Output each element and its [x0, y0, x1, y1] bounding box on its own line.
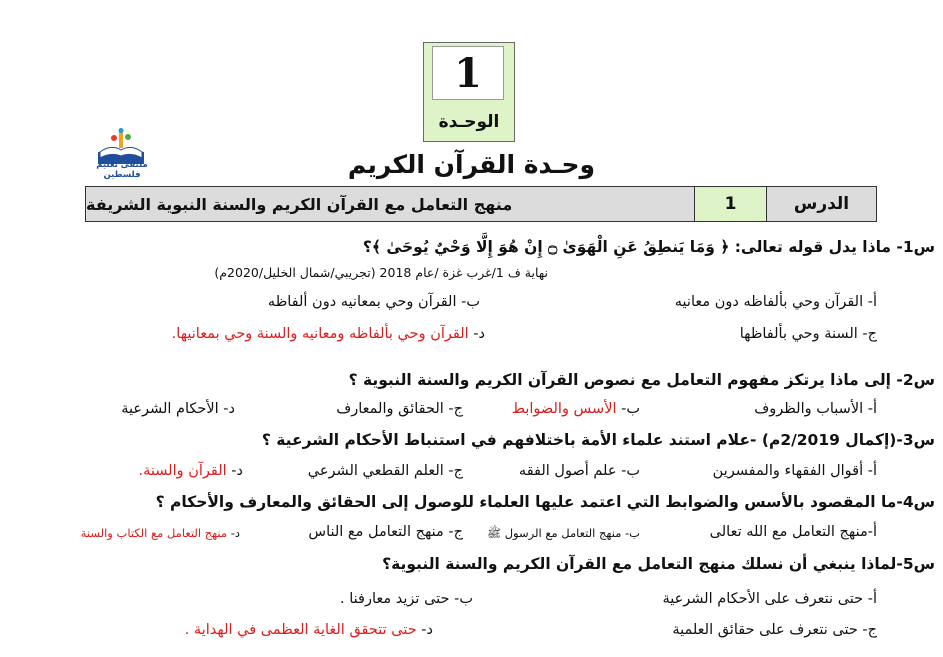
q5-option-c: ج- حتى نتعرف على حقائق العلمية: [672, 622, 877, 638]
q2-option-b-prefix: ب-: [621, 401, 640, 417]
q4-option-d: [81, 526, 240, 540]
question-4: س4-ما المقصود بالأسس والضوابط التي اعتمد عليها العلماء للوصول إلى الحقائق والمعارف والأحكام ؟: [155, 493, 935, 511]
question-1: س1- ماذا يدل قوله تعالى: ﴿ وَمَا يَنطِقُ عَنِ الْهَوَىٰ ۝ إِنْ هُوَ إِلَّا وَحْيٌ يُوحَىٰ ﴾؟: [362, 238, 935, 256]
q3-option-a: أ- أقوال الفقهاء والمفسرين: [712, 463, 877, 479]
q5-option-d: [185, 622, 433, 638]
q2-option-a: أ- الأسباب والظروف: [754, 401, 877, 417]
q1-option-b: ب- القرآن وحي بمعانيه دون ألفاظه: [267, 294, 480, 310]
question-3: س3-(إكمال 2/2019م) -علام استند علماء الأمة باختلافهم في استنباط الأحكام الشرعية ؟: [261, 431, 935, 449]
unit-title: وحـدة القرآن الكريم: [347, 150, 596, 179]
q4-option-d-answer: منهج التعامل مع الكتاب والسنة: [80, 526, 228, 540]
q3-option-d: [138, 463, 243, 479]
q5-option-a: أ- حتى نتعرف على الأحكام الشرعية: [662, 591, 877, 607]
q4-option-a: أ-منهج التعامل مع الله تعالى: [709, 524, 877, 540]
q1-option-c: ج- السنة وحي بألفاظها: [739, 326, 877, 342]
lesson-label: الدرس: [766, 187, 876, 221]
q3-option-d-answer: القرآن والسنة.: [138, 463, 227, 479]
q2-option-b: [512, 401, 640, 417]
q1-option-d-prefix: د-: [473, 326, 485, 342]
question-1-source: نهاية ف 1/غرب غزة /عام 2018 (تجريبي/شمال الخليل/2020م): [214, 265, 548, 280]
lesson-bar: [85, 186, 877, 222]
q2-option-c: ج- الحقائق والمعارف: [336, 401, 463, 417]
q5-option-d-prefix: د-: [421, 622, 433, 638]
question-2: س2- إلى ماذا يرتكز مفهوم التعامل مع نصوص القرآن الكريم والسنة النبوية ؟: [348, 371, 935, 389]
q3-option-d-prefix: د-: [231, 463, 243, 479]
unit-label: الوحـدة: [438, 112, 500, 132]
q4-option-b: ب- منهج التعامل مع الرسول ﷺ: [487, 526, 640, 540]
q2-option-b-answer: الأسس والضوابط: [511, 401, 617, 417]
question-5: س5-لماذا ينبغي أن نسلك منهج التعامل مع القرآن الكريم والسنة النبوية؟: [382, 555, 935, 573]
q5-option-d-answer: حتى تتحقق الغاية العظمى في الهداية .: [184, 622, 417, 638]
q2-option-d: د- الأحكام الشرعية: [121, 401, 235, 417]
q1-option-d: [172, 326, 485, 342]
q3-option-c: ج- العلم القطعي الشرعي: [307, 463, 463, 479]
q1-option-a: أ- القرآن وحي بألفاظه دون معانيه: [674, 294, 877, 310]
q1-option-d-answer: القرآن وحي بألفاظه ومعانيه والسنة وحي بمعانيها.: [171, 326, 469, 342]
q4-option-c: ج- منهج التعامل مع الناس: [308, 524, 463, 540]
lesson-number: 1: [694, 187, 766, 221]
unit-number: 1: [432, 46, 504, 100]
q3-option-b: ب- علم أصول الفقه: [518, 463, 640, 479]
q4-option-d-prefix: د-: [230, 526, 240, 540]
lesson-title: منهج التعامل مع القرآن الكريم والسنة النبوية الشريفة: [86, 194, 513, 214]
logo-text: ملتقى تعليم فلسطين: [96, 160, 148, 180]
q5-option-b: ب- حتى تزيد معارفنا .: [340, 591, 473, 607]
